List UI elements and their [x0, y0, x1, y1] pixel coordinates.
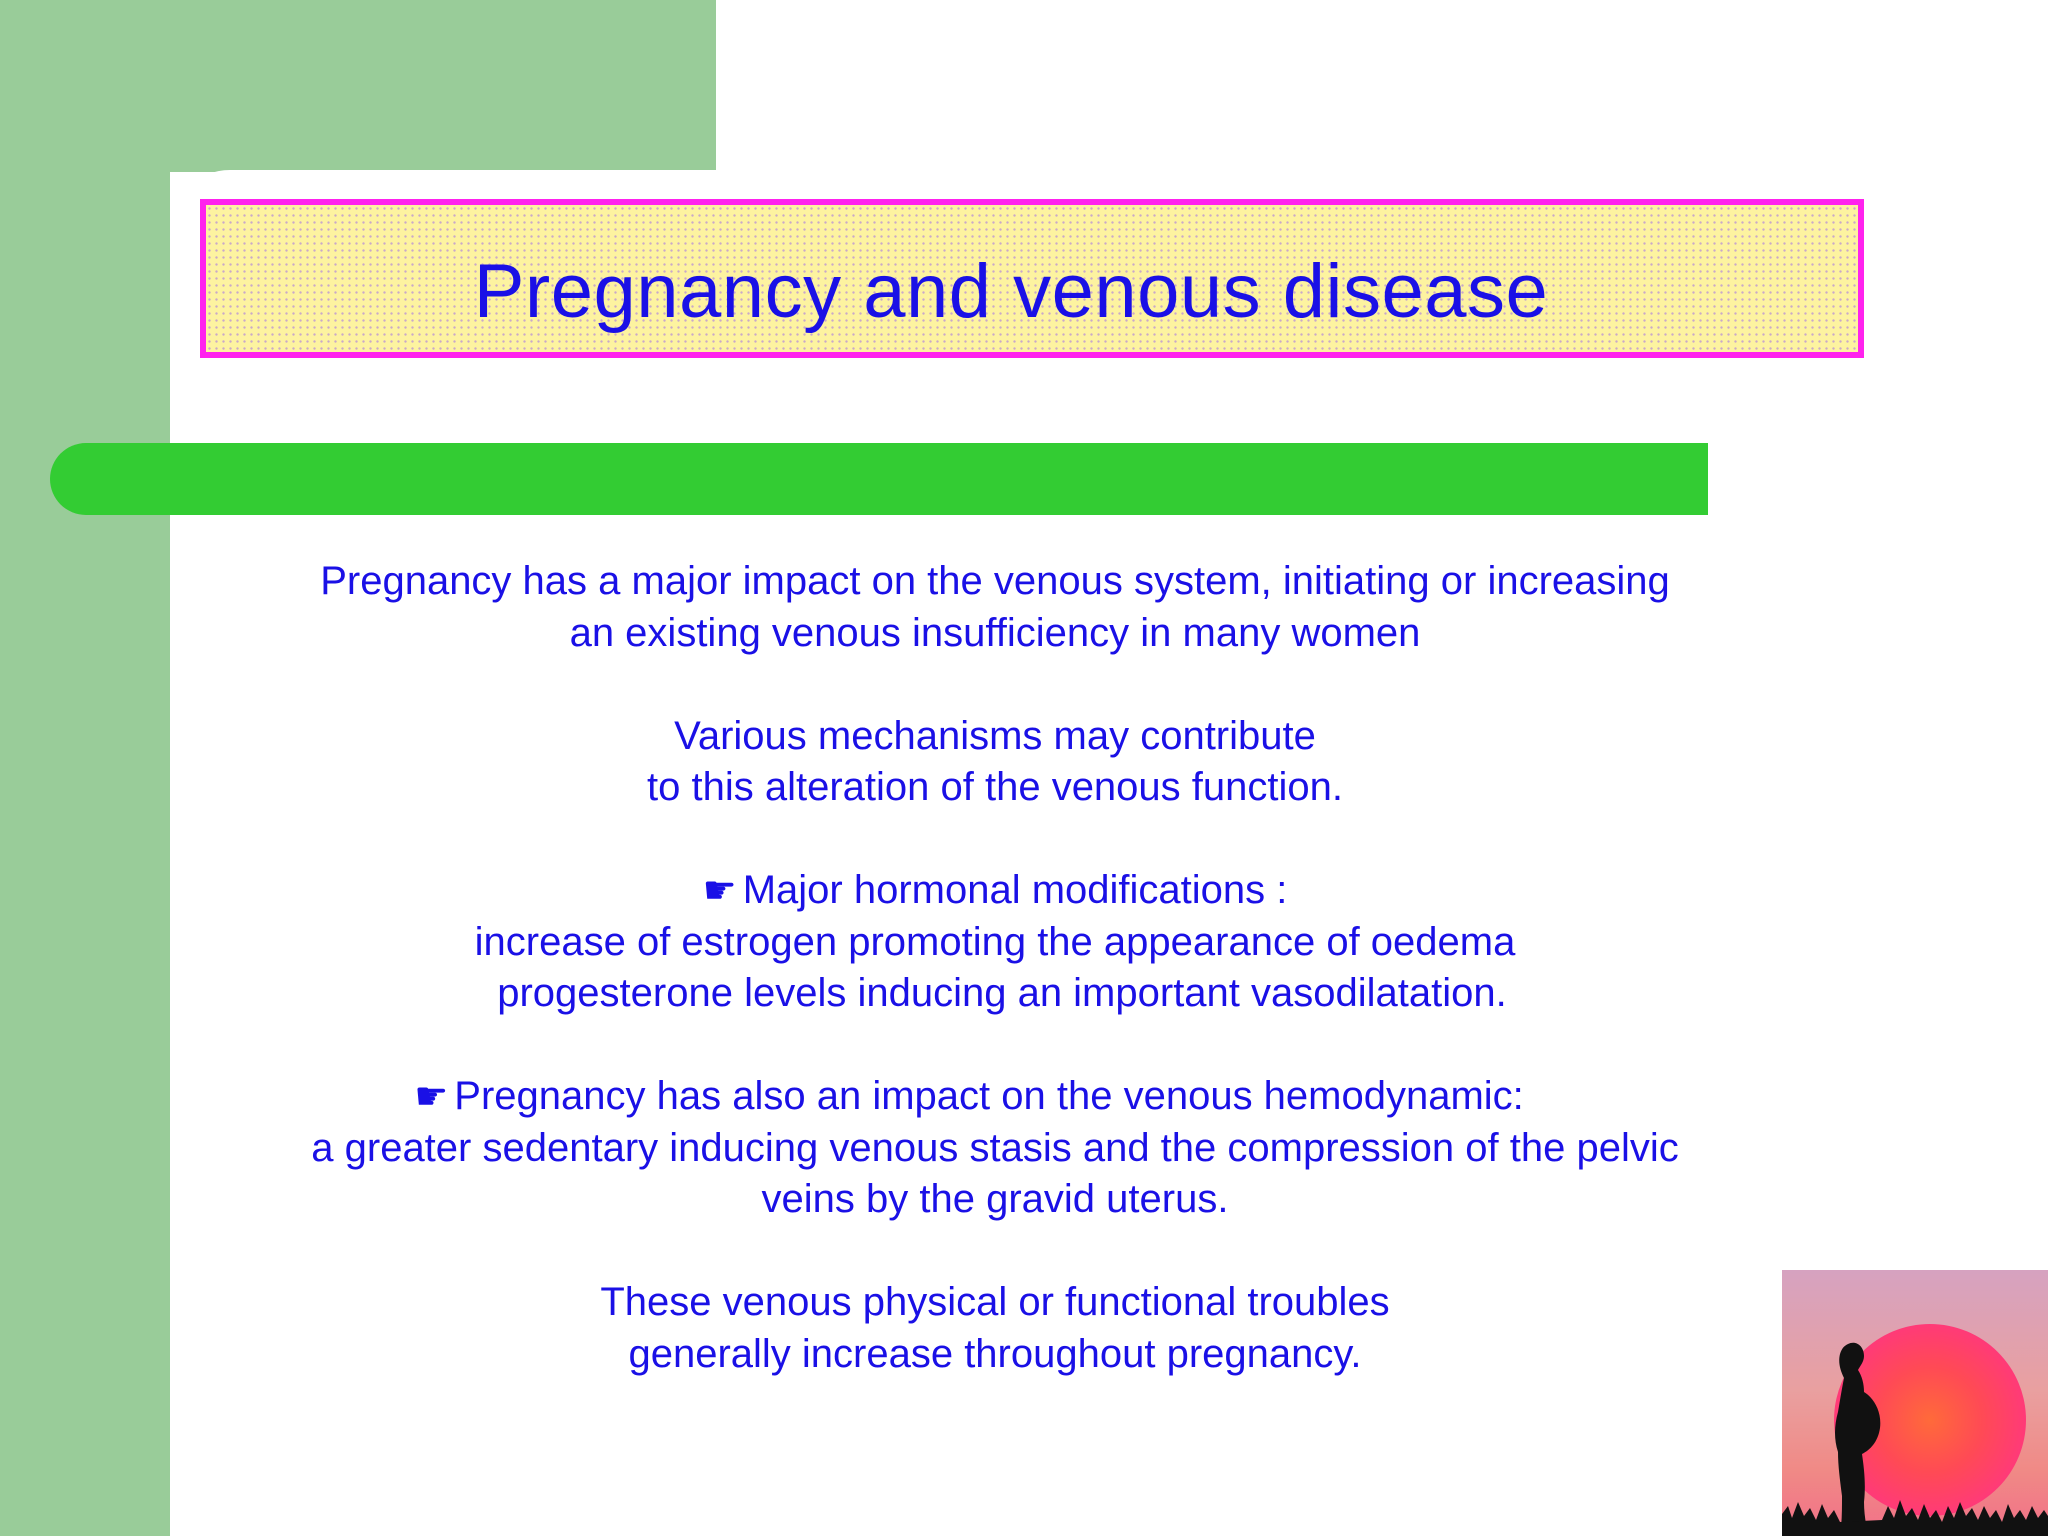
- paragraph-conclusion: [170, 1277, 1820, 1380]
- paragraph-mechanisms: [170, 711, 1820, 814]
- decorative-green-bar: [50, 443, 1708, 515]
- sunset-silhouette-illustration: [1782, 1270, 2048, 1536]
- text-line: progesterone levels inducing an important vasodilatation.: [497, 971, 1507, 1015]
- decorative-green-side-band: [0, 0, 170, 1536]
- bullet-text: Major hormonal modifications :: [742, 868, 1288, 912]
- paragraph-hormonal: [170, 865, 1820, 1020]
- paragraph-intro: [170, 556, 1820, 659]
- pointing-hand-icon: ☛: [414, 1074, 449, 1118]
- pointing-hand-icon: ☛: [702, 868, 737, 912]
- slide-title: Pregnancy and venous disease: [473, 249, 1549, 334]
- text-line: Various mechanisms may contribute: [674, 713, 1316, 758]
- text-line: Pregnancy has a major impact on the venous system, initiating or increasing: [320, 559, 1670, 603]
- bullet-text: Pregnancy has also an impact on the venous hemodynamic:: [454, 1074, 1524, 1118]
- text-line: a greater sedentary inducing venous stasis and the compression of the pelvic: [311, 1125, 1679, 1170]
- text-line: veins by the gravid uterus.: [761, 1177, 1229, 1221]
- title-box: [200, 199, 1864, 358]
- text-line: generally increase throughout pregnancy.: [628, 1331, 1362, 1376]
- paragraph-hemodynamic: [170, 1071, 1820, 1226]
- text-line: increase of estrogen promoting the appearance of oedema: [474, 919, 1516, 964]
- slide-body: [170, 556, 1820, 1380]
- bullet-line: [170, 865, 1820, 917]
- text-line: an existing venous insufficiency in many women: [569, 610, 1421, 655]
- pregnancy-silhouette-photo: [1782, 1270, 2048, 1536]
- bullet-line: [118, 1071, 1820, 1123]
- text-line: These venous physical or functional troubles: [600, 1280, 1390, 1324]
- text-line: to this alteration of the venous function.: [647, 765, 1343, 809]
